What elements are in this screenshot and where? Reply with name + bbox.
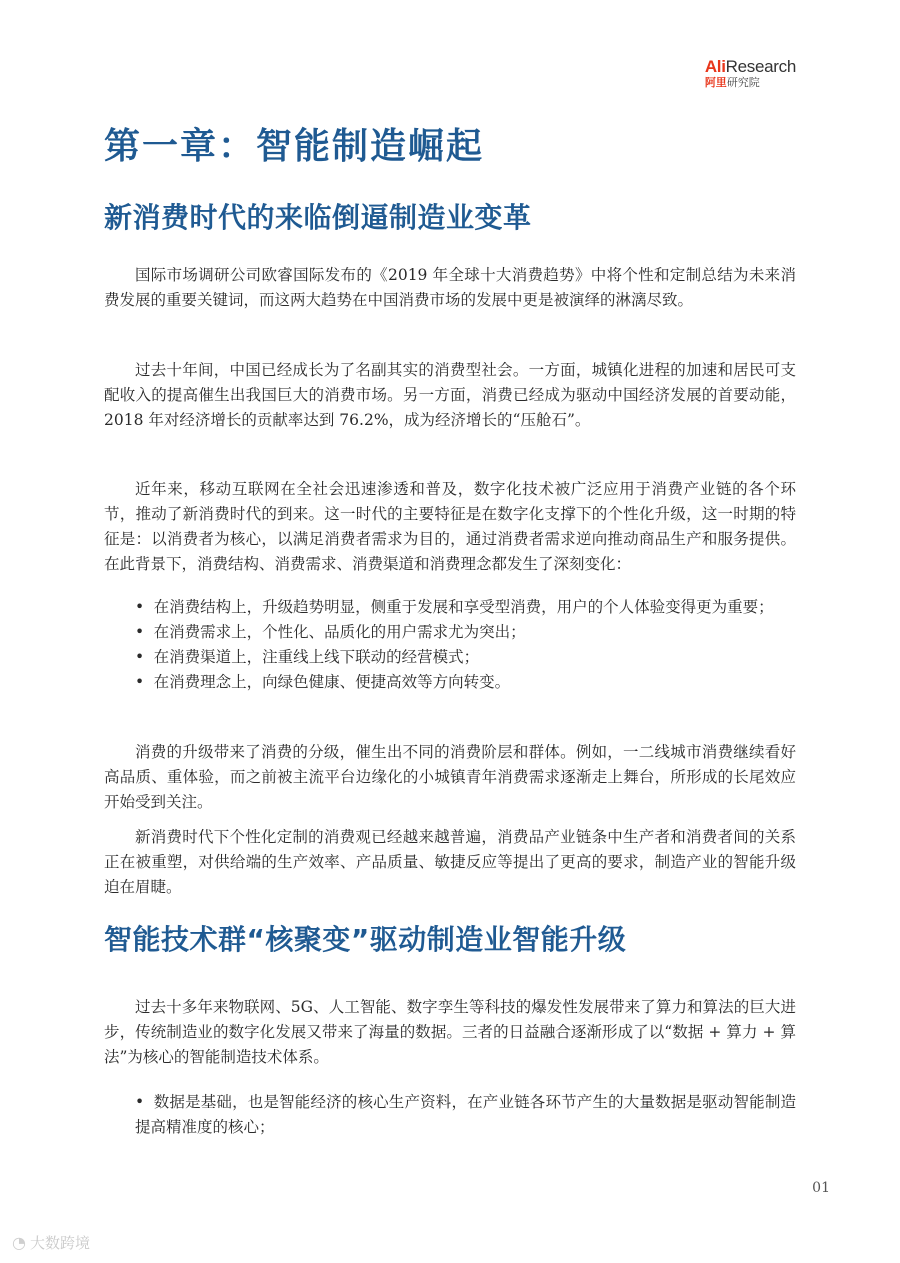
list-item: [104, 670, 796, 695]
list-item-text: 数据是基础，也是智能经济的核心生产资料，在产业链各环节产生的大量数据是驱动智能制造提高精准度的核心；: [135, 1093, 796, 1136]
bullet-marker: •: [135, 623, 145, 641]
bullet-marker: •: [135, 1093, 145, 1111]
bullet-list: [104, 1090, 796, 1140]
paragraph: 过去十多年来物联网、5G、人工智能、数字孪生等科技的爆发性发展带来了算力和算法的巨大进步，传统制造业的数字化发展又带来了海量的数据。三者的日益融合逐渐形成了以“数据 + 算力 + 算法”为核心的智能制造技术体系。: [104, 998, 796, 1066]
paragraph: 过去十年间，中国已经成长为了名副其实的消费型社会。一方面，城镇化进程的加速和居民可支配收入的提高催生出我国巨大的消费市场。另一方面，消费已经成为驱动中国经济发展的首要动能，2018 年对经济增长的贡献率达到 76.2%，成为经济增长的“压舱石”。: [104, 361, 796, 429]
list-item: [104, 645, 796, 670]
bullet-list: [104, 595, 796, 695]
paragraph: 新消费时代下个性化定制的消费观已经越来越普遍，消费品产业链条中生产者和消费者间的关系正在被重塑，对供给端的生产效率、产品质量、敏捷反应等提出了更高的要求，制造产业的智能升级迫在眉睫。: [104, 828, 796, 896]
list-item: [104, 1090, 796, 1140]
section-title: 智能技术群“核聚变”驱动制造业智能升级: [104, 923, 627, 956]
logo-research: Research: [725, 57, 796, 76]
list-item-text: 在消费渠道上，注重线上线下联动的经营模式；: [153, 648, 480, 666]
list-item-text: 在消费结构上，升级趋势明显，侧重于发展和享受型消费，用户的个人体验变得更为重要；: [153, 598, 774, 616]
paragraph: 国际市场调研公司欧睿国际发布的《2019 年全球十大消费趋势》中将个性和定制总结为未来消费发展的重要关键词，而这两大趋势在中国消费市场的发展中更是被演绎的淋漓尽致。: [104, 266, 796, 309]
list-item: [104, 620, 796, 645]
bullet-marker: •: [135, 673, 145, 691]
paragraph: 消费的升级带来了消费的分级，催生出不同的消费阶层和群体。例如，一二线城市消费继续看好高品质、重体验，而之前被主流平台边缘化的小城镇青年消费需求逐渐走上舞台，所形成的长尾效应开始受到关注。: [104, 743, 796, 811]
watermark: [12, 1232, 90, 1253]
list-item-text: 在消费理念上，向绿色健康、便捷高效等方向转变。: [153, 673, 511, 691]
chapter-title: 第一章：智能制造崛起: [104, 126, 485, 167]
weibo-icon: ◔: [12, 1233, 26, 1252]
bullet-marker: •: [135, 648, 145, 666]
logo-cn-suffix: 研究院: [726, 76, 760, 89]
page-number: 01: [812, 1180, 830, 1196]
logo-brand: Ali: [704, 57, 726, 76]
aliresearch-logo: [705, 58, 796, 88]
paragraph: 近年来，移动互联网在全社会迅速渗透和普及，数字化技术被广泛应用于消费产业链的各个环节，推动了新消费时代的到来。这一时代的主要特征是在数字化支撑下的个性化升级，这一时期的特征是：以消费者为核心，以满足消费者需求为目的，通过消费者需求逆向推动商品生产和服务提供。在此背景下，消费结构、消费需求、消费渠道和消费理念都发生了深刻变化：: [104, 480, 796, 573]
bullet-marker: •: [135, 598, 145, 616]
watermark-text: 大数跨境: [29, 1234, 90, 1252]
logo-cn-brand: 阿里: [704, 76, 727, 89]
section-title: 新消费时代的来临倒逼制造业变革: [104, 201, 532, 234]
list-item: [104, 595, 796, 620]
list-item-text: 在消费需求上，个性化、品质化的用户需求尤为突出；: [153, 623, 526, 641]
